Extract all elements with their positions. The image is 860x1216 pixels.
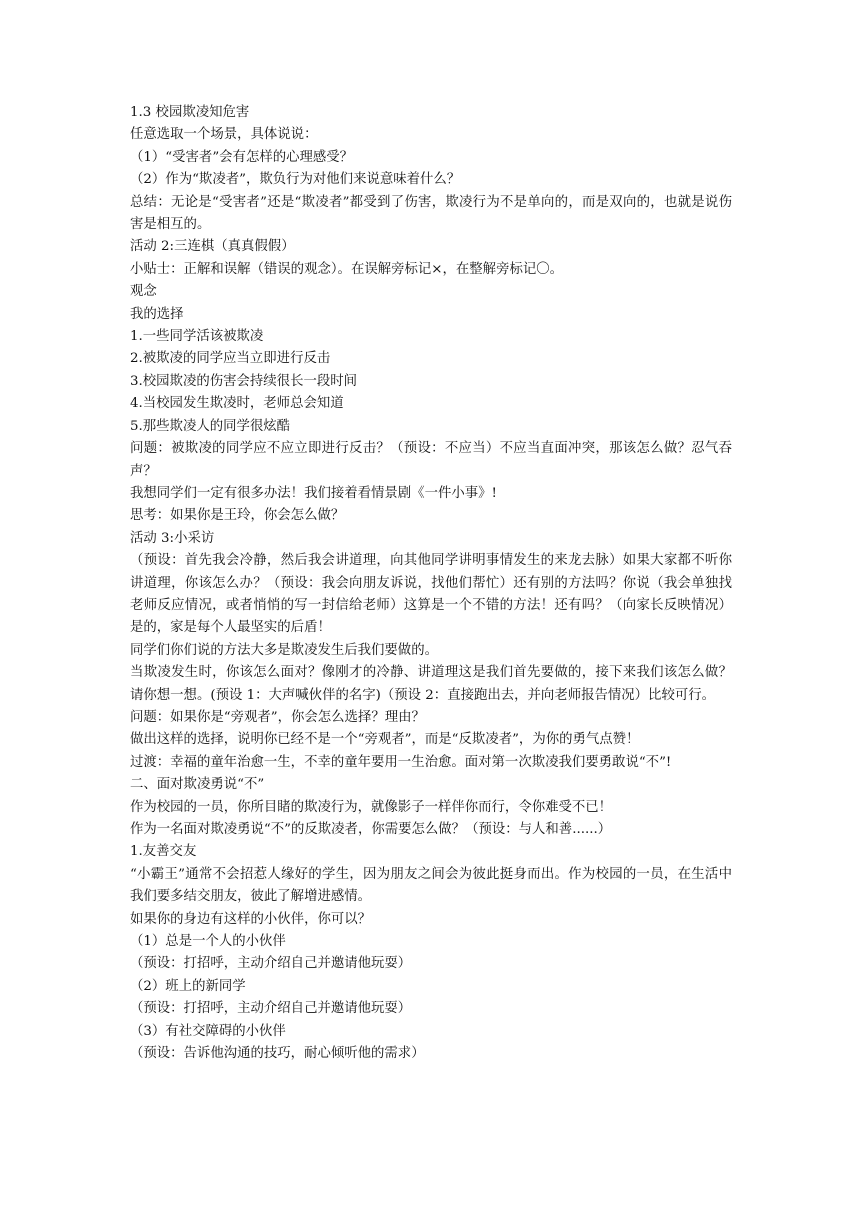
question-paragraph: 问题：被欺凌的同学应不应立即进行反击？（预设：不应当）不应当直面冲突，那该怎么做？忍气吞声？	[130, 441, 732, 479]
preset-answer: （预设：告诉他沟通的技巧，耐心倾听他的需求）	[130, 1046, 425, 1062]
list-item: 2.被欺凌的同学应当立即进行反击	[130, 351, 331, 367]
paragraph: 作为校园的一员，你所目睹的欺凌行为，就像影子一样伴你而行，令你难受不已！	[130, 799, 613, 815]
table-header-choice: 我的选择	[130, 306, 184, 322]
paragraph: 当欺凌发生时，你该怎么面对？像刚才的冷静、讲道理这是我们首先要做的，接下来我们该怎么做？请你想一想。(预设 1：大声喊伙伴的名字)（预设 2：直接跑出去，并向老师报告情况）比较可行。	[130, 665, 732, 703]
list-item: 1.一些同学活该被欺凌	[130, 329, 264, 345]
paragraph: 我想同学们一定有很多办法！我们接着看情景剧《一件小事》!	[130, 485, 497, 501]
paragraph: 做出这样的选择，说明你已经不是一个“旁观者”，而是“反欺凌者”，为你的勇气点赞！	[130, 732, 640, 748]
summary-paragraph: 总结：无论是“受害者”还是“欺凌者”都受到了伤害，欺凌行为不是单向的，而是双向的，也就是说伤害是相互的。	[130, 194, 732, 233]
list-item: （1）总是一个人的小伙伴	[130, 934, 286, 950]
subsection-heading: 1.友善交友	[130, 844, 197, 860]
question-item: （1）“受害者”会有怎样的心理感受？	[130, 149, 354, 165]
list-item: （3）有社交障碍的小伙伴	[130, 1023, 286, 1039]
paragraph: 同学们你们说的方法大多是欺凌发生后我们要做的。	[130, 642, 438, 658]
paragraph: 任意选取一个场景，具体说说：	[130, 127, 318, 143]
paragraph: （预设：首先我会冷静，然后我会讲道理，向其他同学讲明事情发生的来龙去脉）如果大家都不听你讲道理，你该怎么办？（预设：我会向朋友诉说，找他们帮忙）还有别的方法吗？你说（我会单独找老师反应情况，或者悄悄的写一封信给老师）这算是一个不错的方法！还有吗？（向家长反映情况）是的，家是每个人最坚实的后盾！	[130, 553, 732, 636]
table-header-concept: 观念	[130, 284, 157, 300]
paragraph: 如果你的身边有这样的小伙伴，你可以？	[130, 911, 372, 927]
tip-paragraph: 小贴士：正解和误解（错误的观念）。在误解旁标记×，在整解旁标记〇。	[130, 261, 564, 277]
activity-heading: 活动 2:三连棋（真真假假）	[130, 239, 295, 255]
preset-answer: （预设：打招呼，主动介绍自己并邀请他玩耍）	[130, 1001, 412, 1017]
paragraph: 作为一名面对欺凌勇说“不”的反欺凌者，你需要怎么做？（预设：与人和善......）	[130, 822, 612, 837]
list-item: 4.当校园发生欺凌时，老师总会知道	[130, 396, 344, 412]
list-item: （2）班上的新同学	[130, 978, 246, 994]
section-heading: 1.3 校园欺凌知危害	[130, 105, 250, 120]
paragraph: “小霸王”通常不会招惹人缘好的学生，因为朋友之间会为彼此挺身而出。作为校园的一员，在生活中我们要多结交朋友，彼此了解增进感情。	[130, 866, 732, 905]
document-body	[130, 102, 732, 1065]
list-item: 5.那些欺凌人的同学很炫酷	[130, 418, 291, 434]
section-heading: 二、面对欺凌勇说“不”	[130, 777, 265, 793]
activity-heading: 活动 3:小采访	[130, 530, 215, 546]
question-paragraph: 问题：如果你是“旁观者”，你会怎么选择？理由？	[130, 709, 425, 725]
preset-answer: （预设：打招呼，主动介绍自己并邀请他玩耍）	[130, 956, 412, 972]
question-item: （2）作为“欺凌者”，欺负行为对他们来说意味着什么？	[130, 172, 461, 188]
transition-paragraph: 过渡：幸福的童年治愈一生，不幸的童年要用一生治愈。面对第一次欺凌我们要勇敢说“不”!	[130, 754, 672, 770]
list-item: 3.校园欺凌的伤害会持续很长一段时间	[130, 373, 358, 389]
paragraph: 思考：如果你是王玲，你会怎么做？	[130, 508, 345, 524]
